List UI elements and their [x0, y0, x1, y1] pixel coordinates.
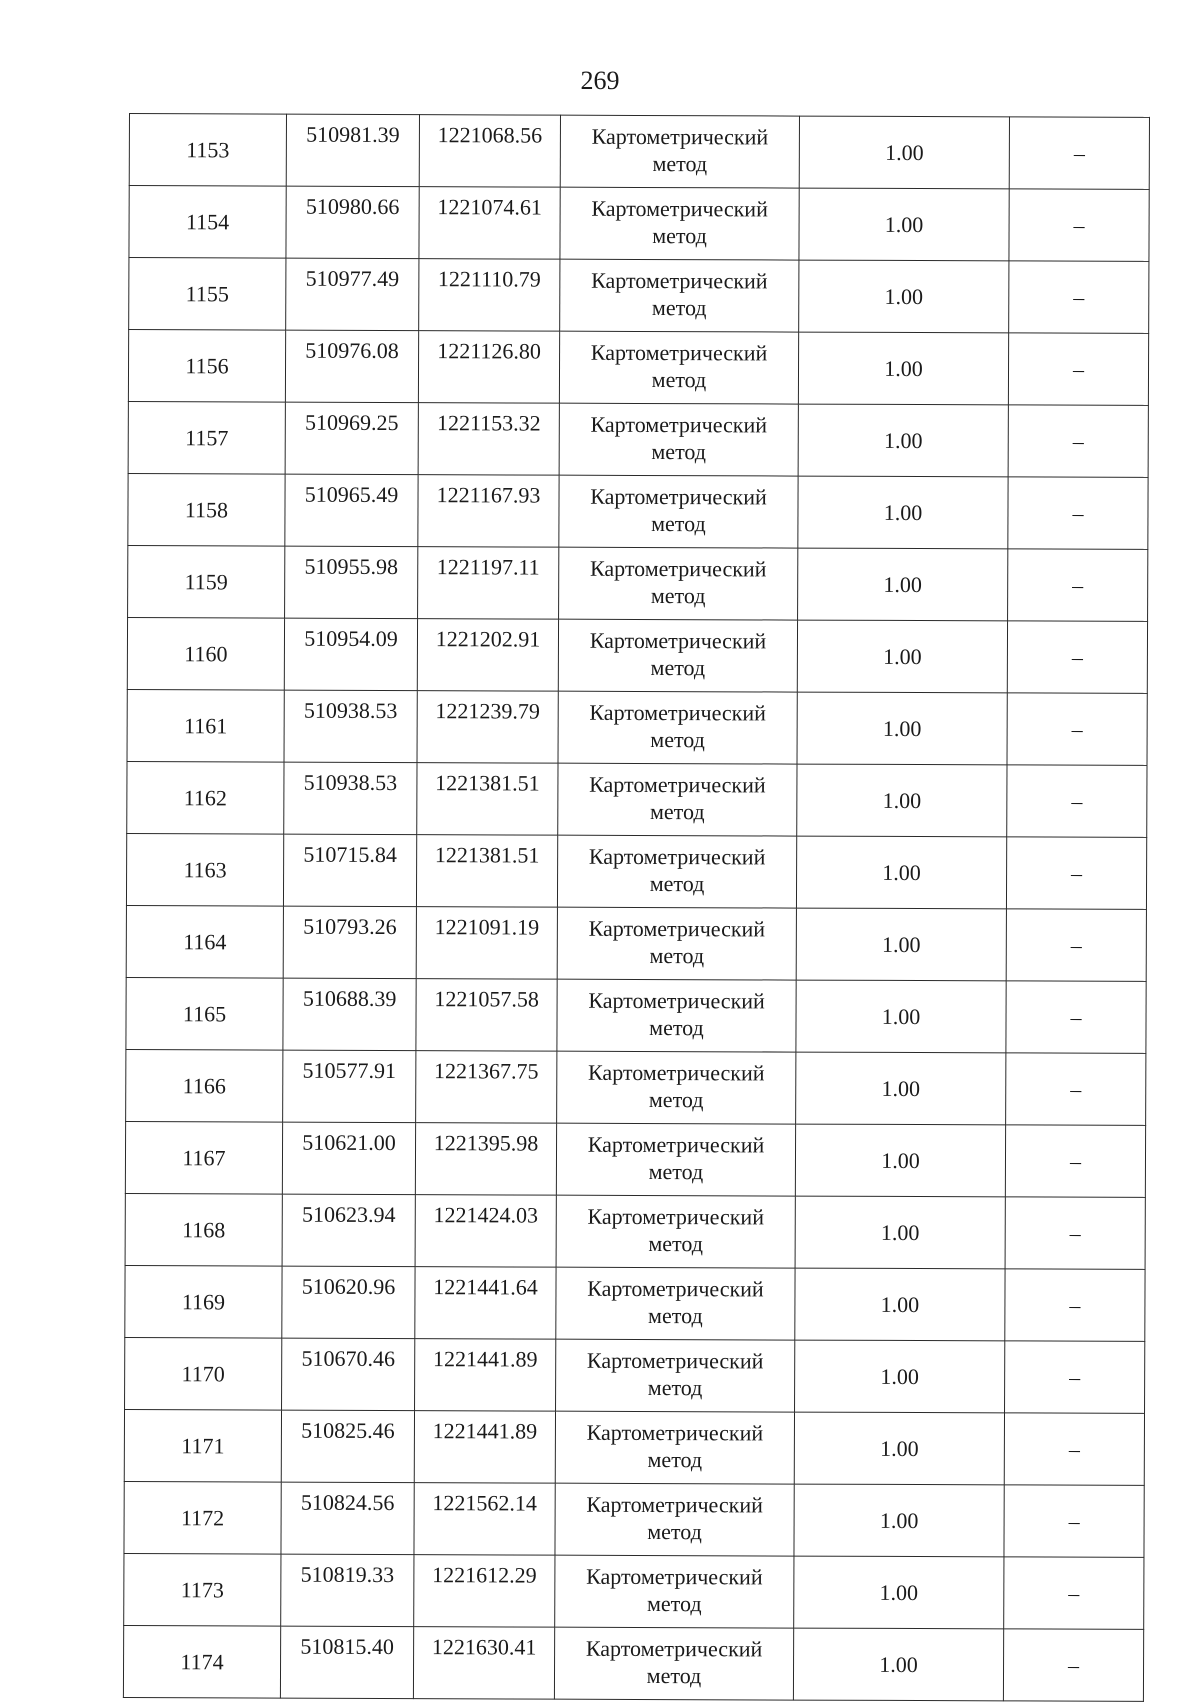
- method-line-1: Картометрический: [590, 411, 768, 438]
- table-row: [129, 114, 1149, 190]
- method-cell: [558, 763, 797, 836]
- method-cell: [559, 331, 798, 404]
- accuracy-cell: 1.00: [796, 1052, 1006, 1125]
- table-row: [127, 617, 1147, 693]
- method-line-1: Картометрический: [589, 627, 767, 654]
- x-coordinate-cell: 510981.39: [286, 114, 419, 187]
- x-coordinate-cell: 510621.00: [282, 1122, 415, 1195]
- method-cell: [558, 691, 797, 764]
- note-cell: –: [1005, 1269, 1145, 1342]
- y-coordinate-cell: 1221202.91: [417, 619, 558, 692]
- method-line-1: Картометрический: [588, 987, 765, 1014]
- method-cell: [556, 1195, 795, 1268]
- point-number-cell: 1154: [129, 186, 286, 259]
- method-cell: [557, 1051, 796, 1124]
- x-coordinate-cell: 510976.08: [285, 330, 418, 403]
- accuracy-cell: 1.00: [799, 188, 1009, 261]
- method-line-1: Картометрический: [587, 1275, 764, 1302]
- y-coordinate-cell: 1221167.93: [418, 475, 559, 548]
- table-row: [128, 401, 1148, 477]
- y-coordinate-cell: 1221441.89: [415, 1339, 556, 1412]
- method-line-1: Картометрический: [586, 1491, 763, 1518]
- coordinates-table: [123, 113, 1150, 1702]
- table-row: [128, 473, 1148, 549]
- point-number-cell: 1174: [123, 1625, 280, 1698]
- method-line-1: Картометрический: [586, 1419, 764, 1446]
- point-number-cell: 1162: [127, 761, 284, 834]
- x-coordinate-cell: 510977.49: [286, 258, 419, 331]
- table-row: [127, 761, 1147, 837]
- note-cell: –: [1009, 189, 1149, 262]
- method-cell: [554, 1627, 793, 1700]
- note-cell: –: [1003, 1629, 1143, 1702]
- point-number-cell: 1173: [124, 1553, 281, 1626]
- note-cell: –: [1008, 549, 1148, 622]
- method-cell: [559, 547, 798, 620]
- note-cell: –: [1004, 1413, 1144, 1486]
- method-line-1: Картометрический: [588, 843, 766, 870]
- point-number-cell: 1166: [126, 1049, 283, 1122]
- x-coordinate-cell: 510670.46: [282, 1338, 415, 1411]
- point-number-cell: 1164: [126, 905, 283, 978]
- method-cell: [557, 835, 796, 908]
- accuracy-cell: 1.00: [793, 1628, 1003, 1701]
- accuracy-cell: 1.00: [794, 1556, 1004, 1629]
- y-coordinate-cell: 1221068.56: [419, 115, 560, 188]
- note-cell: –: [1007, 693, 1147, 766]
- table-row: [123, 1625, 1143, 1701]
- note-cell: –: [1005, 1125, 1145, 1198]
- method-cell: [559, 403, 798, 476]
- note-cell: –: [1005, 1197, 1145, 1270]
- method-line-2: метод: [649, 799, 705, 825]
- y-coordinate-cell: 1221074.61: [419, 187, 560, 260]
- y-coordinate-cell: 1221057.58: [416, 979, 557, 1052]
- method-line-1: Картометрический: [588, 915, 766, 942]
- point-number-cell: 1156: [128, 330, 285, 403]
- y-coordinate-cell: 1221126.80: [418, 331, 559, 404]
- y-coordinate-cell: 1221091.19: [416, 907, 557, 980]
- method-line-1: Картометрический: [589, 771, 766, 798]
- method-cell: [560, 187, 799, 260]
- method-line-2: метод: [652, 223, 707, 249]
- note-cell: –: [1009, 117, 1149, 190]
- point-number-cell: 1159: [128, 545, 285, 618]
- accuracy-cell: 1.00: [798, 548, 1008, 621]
- note-cell: –: [1007, 621, 1147, 694]
- accuracy-cell: 1.00: [795, 1196, 1005, 1269]
- y-coordinate-cell: 1221381.51: [417, 763, 558, 836]
- method-line-2: метод: [649, 943, 705, 969]
- note-cell: –: [1004, 1485, 1144, 1558]
- table-row: [125, 1121, 1145, 1197]
- method-line-2: метод: [647, 1519, 702, 1545]
- method-line-2: метод: [651, 295, 707, 321]
- y-coordinate-cell: 1221630.41: [413, 1627, 554, 1700]
- method-line-2: метод: [651, 367, 707, 393]
- method-line-2: метод: [648, 1159, 704, 1185]
- method-line-2: метод: [649, 1015, 704, 1041]
- accuracy-cell: 1.00: [797, 692, 1007, 765]
- y-coordinate-cell: 1221153.32: [418, 403, 559, 476]
- method-line-2: метод: [646, 1662, 702, 1689]
- x-coordinate-cell: 510954.09: [284, 618, 417, 691]
- method-line-2: метод: [647, 1375, 703, 1401]
- point-number-cell: 1165: [126, 977, 283, 1050]
- y-coordinate-cell: 1221612.29: [414, 1555, 555, 1628]
- y-coordinate-cell: 1221110.79: [419, 259, 560, 332]
- method-line-2: метод: [650, 655, 706, 681]
- method-cell: [559, 475, 798, 548]
- page-number: 269: [580, 66, 620, 95]
- note-cell: –: [1009, 261, 1149, 334]
- x-coordinate-cell: 510815.40: [280, 1626, 413, 1699]
- point-number-cell: 1158: [128, 473, 285, 546]
- method-line-1: Картометрический: [591, 267, 768, 294]
- method-line-2: метод: [651, 439, 707, 465]
- method-line-1: Картометрический: [587, 1131, 765, 1158]
- y-coordinate-cell: 1221441.89: [414, 1411, 555, 1484]
- point-number-cell: 1155: [129, 258, 286, 331]
- method-cell: [558, 619, 797, 692]
- table-row: [125, 1193, 1145, 1269]
- method-cell: [555, 1483, 794, 1556]
- y-coordinate-cell: 1221441.64: [415, 1267, 556, 1340]
- method-cell: [560, 259, 799, 332]
- method-cell: [557, 979, 796, 1052]
- accuracy-cell: 1.00: [798, 476, 1008, 549]
- note-cell: –: [1005, 1341, 1145, 1414]
- table-row: [128, 545, 1148, 621]
- x-coordinate-cell: 510825.46: [281, 1410, 414, 1483]
- note-cell: –: [1006, 837, 1146, 910]
- point-number-cell: 1171: [124, 1409, 281, 1482]
- accuracy-cell: 1.00: [795, 1340, 1005, 1413]
- table-row: [124, 1481, 1144, 1557]
- method-line-1: Картометрический: [586, 1563, 763, 1590]
- table-row: [128, 330, 1148, 406]
- table-row: [129, 258, 1149, 334]
- table-row: [125, 1337, 1145, 1413]
- accuracy-cell: 1.00: [796, 980, 1006, 1053]
- coordinates-table-body: [123, 114, 1149, 1702]
- table-row: [125, 1265, 1145, 1341]
- x-coordinate-cell: 510969.25: [285, 402, 418, 475]
- y-coordinate-cell: 1221197.11: [418, 547, 559, 620]
- x-coordinate-cell: 510938.53: [284, 762, 417, 835]
- accuracy-cell: 1.00: [797, 764, 1007, 837]
- table-row: [124, 1553, 1144, 1629]
- method-cell: [556, 1123, 795, 1196]
- method-line-1: Картометрический: [588, 1059, 765, 1086]
- accuracy-cell: 1.00: [796, 836, 1006, 909]
- accuracy-cell: 1.00: [798, 404, 1008, 477]
- method-line-1: Картометрический: [590, 483, 767, 510]
- table-row: [129, 186, 1149, 262]
- x-coordinate-cell: 510819.33: [281, 1554, 414, 1627]
- table-row: [124, 1409, 1144, 1485]
- accuracy-cell: 1.00: [795, 1124, 1005, 1197]
- x-coordinate-cell: 510623.94: [282, 1194, 415, 1267]
- method-line-1: Картометрический: [586, 1347, 764, 1374]
- method-line-1: Картометрический: [590, 339, 768, 366]
- accuracy-cell: 1.00: [799, 260, 1009, 333]
- note-cell: –: [1006, 981, 1146, 1054]
- accuracy-cell: 1.00: [796, 908, 1006, 981]
- method-cell: [560, 115, 799, 188]
- method-line-2: метод: [652, 151, 708, 177]
- table-row: [126, 977, 1146, 1053]
- accuracy-cell: 1.00: [799, 116, 1009, 189]
- method-line-2: метод: [650, 727, 705, 753]
- method-cell: [556, 1339, 795, 1412]
- y-coordinate-cell: 1221562.14: [414, 1483, 555, 1556]
- x-coordinate-cell: 510688.39: [283, 978, 416, 1051]
- method-line-2: метод: [648, 1231, 703, 1257]
- table-row: [126, 833, 1146, 909]
- note-cell: –: [1008, 477, 1148, 550]
- note-cell: –: [1006, 909, 1146, 982]
- note-cell: –: [1006, 1053, 1146, 1126]
- method-line-2: метод: [651, 511, 706, 537]
- method-line-1: Картометрический: [589, 699, 766, 726]
- y-coordinate-cell: 1221367.75: [416, 1051, 557, 1124]
- point-number-cell: 1163: [126, 833, 283, 906]
- method-line-2: метод: [647, 1447, 703, 1473]
- method-line-2: метод: [650, 583, 706, 609]
- x-coordinate-cell: 510577.91: [283, 1050, 416, 1123]
- method-cell: [557, 907, 796, 980]
- point-number-cell: 1157: [128, 401, 285, 474]
- x-coordinate-cell: 510938.53: [284, 690, 417, 763]
- table-row: [127, 689, 1147, 765]
- y-coordinate-cell: 1221395.98: [415, 1123, 556, 1196]
- accuracy-cell: 1.00: [795, 1268, 1005, 1341]
- note-cell: –: [1007, 765, 1147, 838]
- point-number-cell: 1172: [124, 1481, 281, 1554]
- method-cell: [555, 1411, 794, 1484]
- y-coordinate-cell: 1221239.79: [417, 691, 558, 764]
- point-number-cell: 1168: [125, 1193, 282, 1266]
- method-line-1: Картометрический: [591, 195, 768, 222]
- method-line-1: Картометрический: [589, 555, 767, 582]
- note-cell: –: [1008, 333, 1148, 406]
- x-coordinate-cell: 510793.26: [283, 906, 416, 979]
- x-coordinate-cell: 510955.98: [285, 546, 418, 619]
- method-cell: [555, 1555, 794, 1628]
- x-coordinate-cell: 510980.66: [286, 186, 419, 259]
- point-number-cell: 1153: [129, 114, 286, 187]
- method-cell: [556, 1267, 795, 1340]
- point-number-cell: 1167: [125, 1121, 282, 1194]
- method-line-1: Картометрический: [585, 1635, 763, 1662]
- method-line-2: метод: [648, 1087, 704, 1113]
- note-cell: –: [1008, 405, 1148, 478]
- method-line-2: метод: [649, 871, 705, 897]
- y-coordinate-cell: 1221381.51: [416, 835, 557, 908]
- accuracy-cell: 1.00: [797, 620, 1007, 693]
- method-line-2: метод: [648, 1303, 703, 1329]
- x-coordinate-cell: 510824.56: [281, 1482, 414, 1555]
- point-number-cell: 1160: [127, 617, 284, 690]
- accuracy-cell: 1.00: [798, 332, 1008, 405]
- note-cell: –: [1004, 1557, 1144, 1630]
- method-line-2: метод: [646, 1591, 702, 1617]
- method-line-1: Картометрический: [587, 1203, 765, 1230]
- table-row: [126, 1049, 1146, 1125]
- x-coordinate-cell: 510620.96: [282, 1266, 415, 1339]
- point-number-cell: 1161: [127, 689, 284, 762]
- y-coordinate-cell: 1221424.03: [415, 1195, 556, 1268]
- accuracy-cell: 1.00: [794, 1412, 1004, 1485]
- point-number-cell: 1170: [125, 1337, 282, 1410]
- table-row: [126, 905, 1146, 981]
- point-number-cell: 1169: [125, 1265, 282, 1338]
- x-coordinate-cell: 510965.49: [285, 474, 418, 547]
- method-line-1: Картометрический: [591, 123, 769, 150]
- accuracy-cell: 1.00: [794, 1484, 1004, 1557]
- x-coordinate-cell: 510715.84: [283, 834, 416, 907]
